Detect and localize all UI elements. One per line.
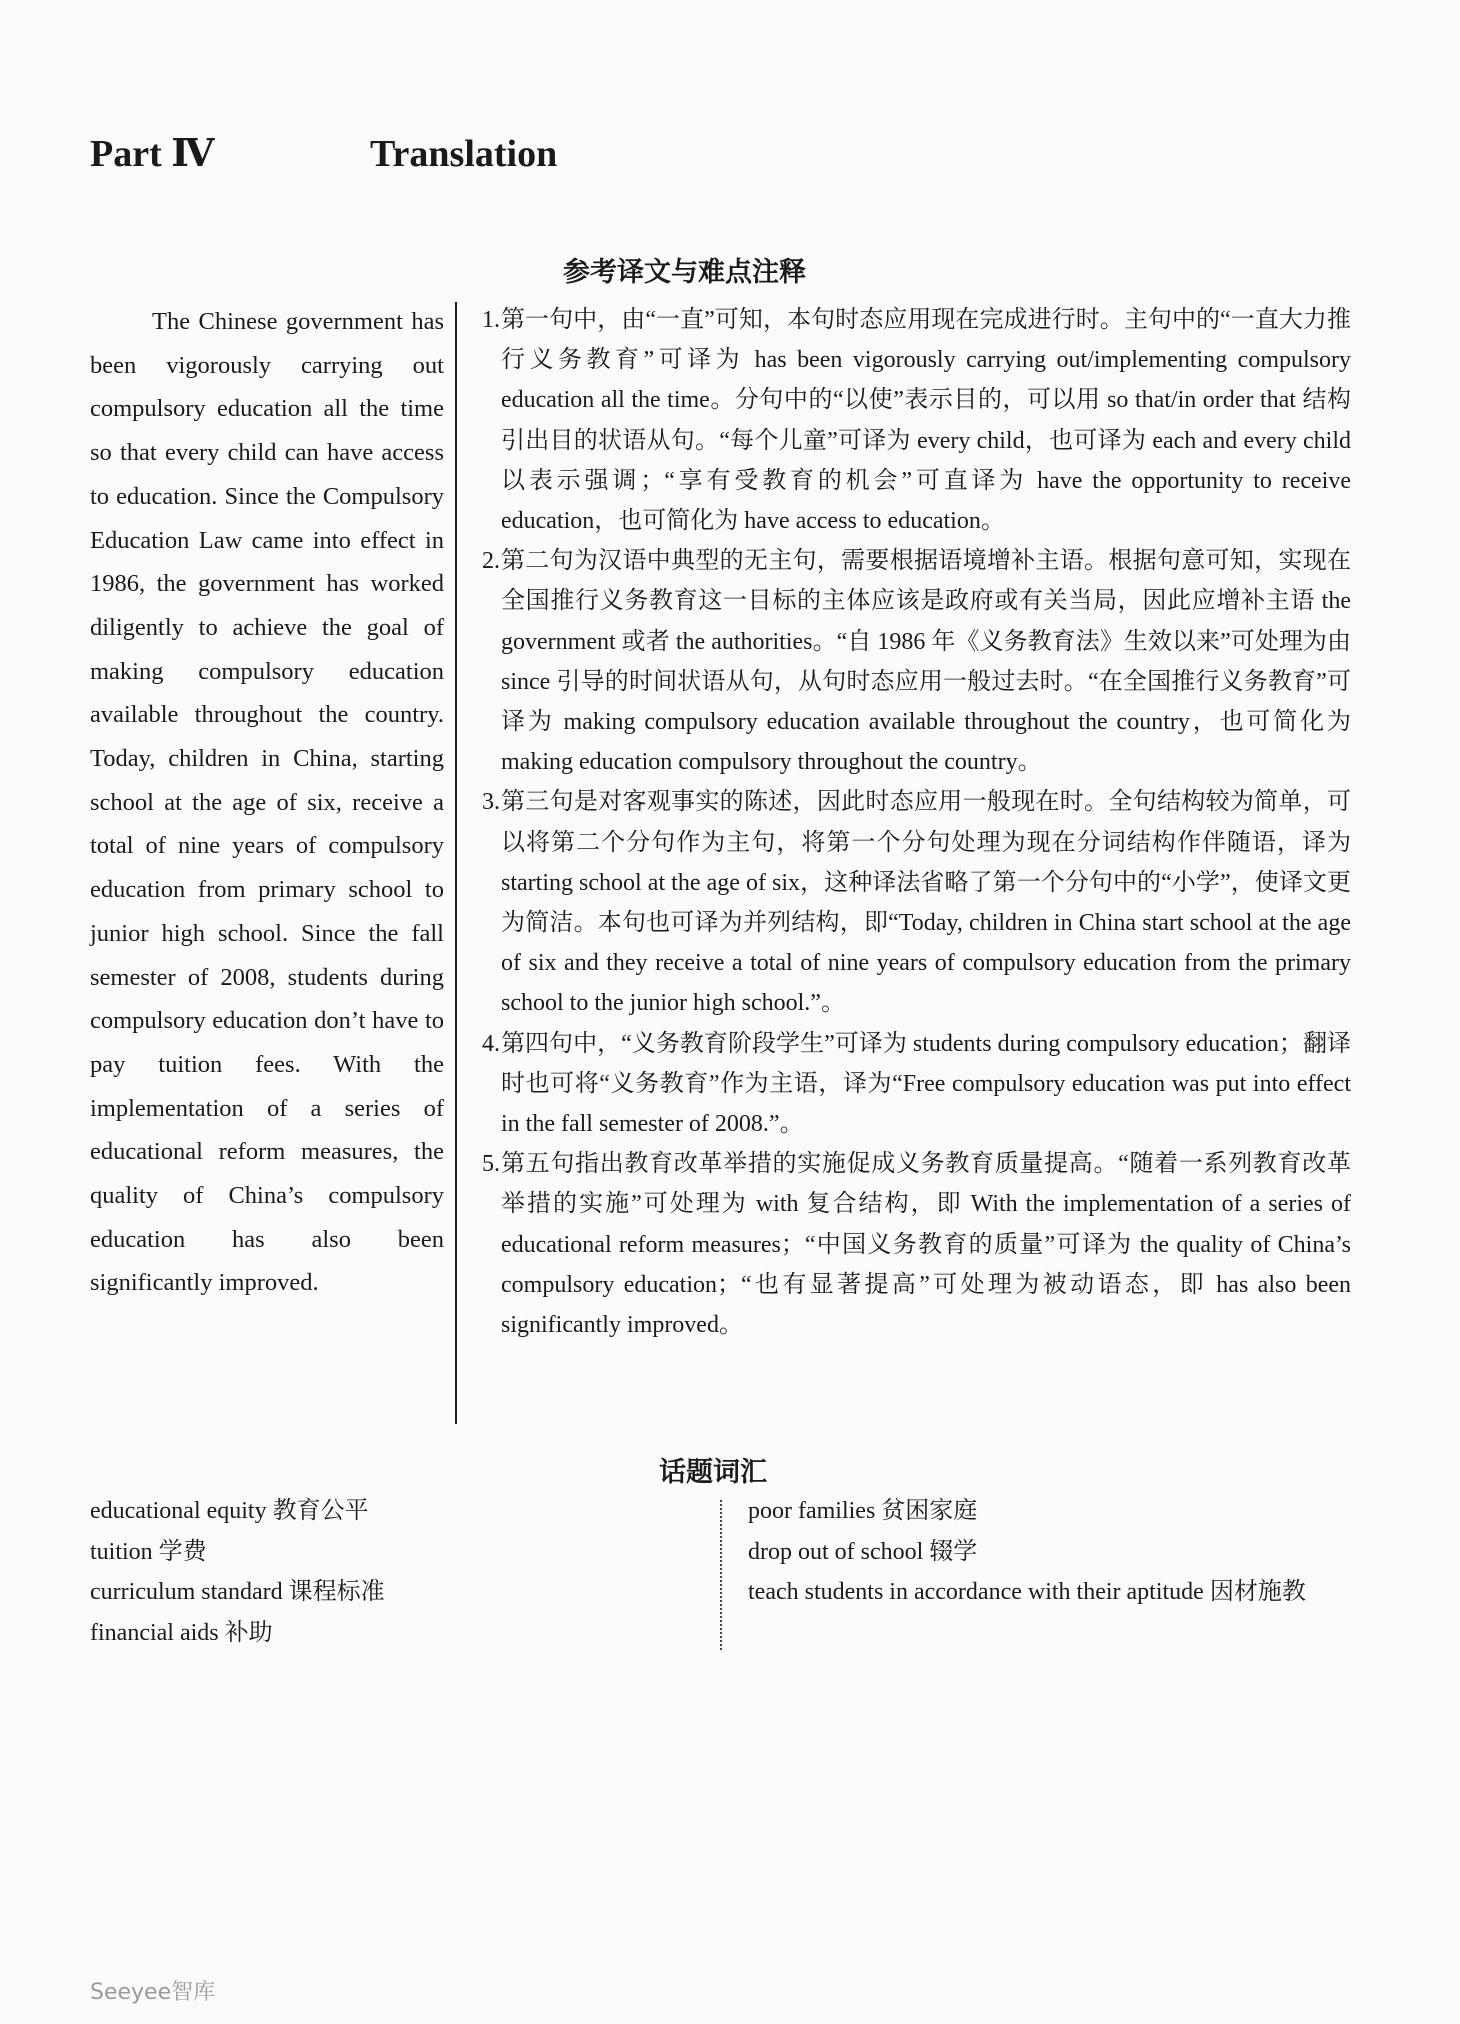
column-divider: [455, 302, 457, 1424]
vocab-item: poor families 贫困家庭: [748, 1498, 978, 1524]
note-text: 第一句中，由“一直”可知，本句时态应用现在完成进行时。主句中的“一直大力推行义务教育”可译为 has been vigorously carrying out/implementing compulsory education all the time。分句中的“以使”表示目的，可以用 so that/in order that 结构引出目的状语从句。“每个儿童”可译为 every child，也可译为 each and every child 以表示强调；“享有受教育的机会”可直译为 have the opportunity to receive education，也可简化为 have access to education。: [501, 307, 1351, 535]
vocab-heading: 话题词汇: [659, 1457, 767, 1487]
vocab-item: curriculum standard 课程标准: [90, 1579, 385, 1605]
note-item: [466, 1144, 1351, 1345]
watermark: Seeyee智库: [90, 1980, 216, 2005]
vocab-item: teach students in accordance with their aptitude 因材施教: [748, 1579, 1306, 1605]
vocab-item: financial aids 补助: [90, 1619, 273, 1646]
vocab-list-left: [90, 1491, 385, 1653]
vocab-item: tuition 学费: [90, 1538, 207, 1565]
section-heading: 参考译文与难点注释: [563, 257, 806, 287]
note-item: [466, 300, 1351, 541]
part-name: Translation: [370, 133, 558, 175]
vocab-item: educational equity 教育公平: [90, 1498, 369, 1524]
note-number: 4.: [482, 1030, 500, 1057]
note-item: [466, 541, 1351, 782]
vocab-separator: [720, 1500, 722, 1650]
vocab-list-right: [748, 1491, 1306, 1613]
translation-text: The Chinese government has been vigorously carrying out compulsory education all the time so that every child can have access to education. Since the Compulsory Education Law came into effect in 1986, the government has worked diligently to achieve the goal of making compulsory education available throughout the country. Today, children in China, starting school at the age of six, receive a total of nine years of compulsory education from primary school to junior high school. Since the fall semester of 2008, students during compulsory education don’t have to pay tuition fees. With the implementation of a series of educational reform measures, the quality of China’s compulsory education has also been significantly improved.: [90, 308, 444, 1297]
notes-list: [466, 300, 1351, 1345]
note-item: [466, 782, 1351, 1023]
part-title: [90, 130, 557, 176]
note-number: 3.: [482, 789, 500, 816]
note-item: [466, 1024, 1351, 1145]
vocab-item: drop out of school 辍学: [748, 1538, 978, 1565]
note-number: 1.: [482, 307, 500, 333]
note-text: 第四句中，“义务教育阶段学生”可译为 students during compulsory education；翻译时也可将“义务教育”作为主语，译为“Free compulsory education was put into effect in the fall semester of 2008.”。: [501, 1030, 1351, 1138]
note-number: 2.: [482, 548, 500, 575]
note-text: 第二句为汉语中典型的无主句，需要根据语境增补主语。根据句意可知，实现在全国推行义务教育这一目标的主体应该是政府或有关当局，因此应增补主语 the government 或者 the authorities。“自 1986 年《义务教育法》生效以来”可处理为由 since 引导的时间状语从句，从句时态应用一般过去时。“在全国推行义务教育”可译为 making compulsory education available throughout the country，也可简化为 making education compulsory throughout the country。: [501, 548, 1351, 776]
note-number: 5.: [482, 1151, 500, 1178]
note-text: 第五句指出教育改革举措的实施促成义务教育质量提高。“随着一系列教育改革举措的实施”可处理为 with 复合结构，即 With the implementation of a series of educational reform measures；“中国义务教育的质量”可译为 the quality of China’s compulsory education；“也有显著提高”可处理为被动语态，即 has also been significantly improved。: [501, 1151, 1351, 1339]
note-text: 第三句是对客观事实的陈述，因此时态应用一般现在时。全句结构较为简单，可以将第二个分句作为主句，将第一个分句处理为现在分词结构作伴随语，译为 starting school at the age of six，这种译法省略了第一个分句中的“小学”，使译文更为简洁。本句也可译为并列结构，即“Today, children in China start school at the age of six and they receive a total of nine years of compulsory education from the primary school to the junior high school.”。: [501, 789, 1351, 1017]
part-label: Part Ⅳ: [90, 133, 215, 175]
